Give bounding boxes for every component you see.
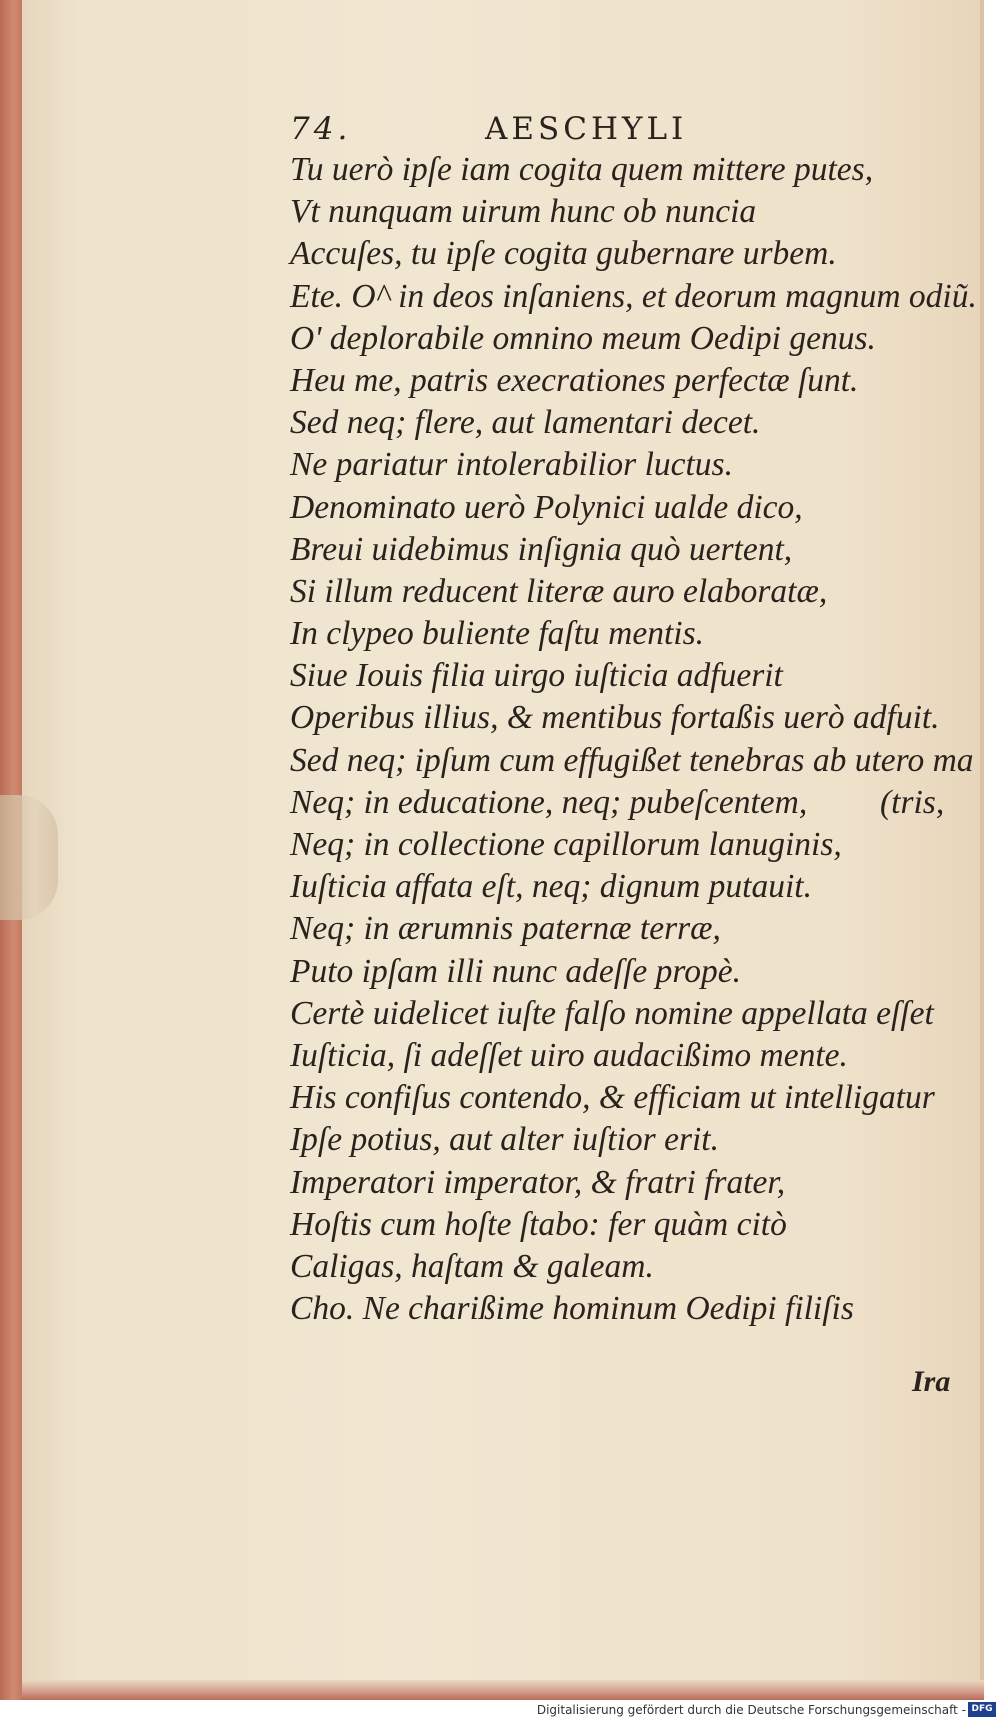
text-line: Heu me, patris execrationes perfectæ ſunt. <box>290 361 859 399</box>
text-line: In clypeo buliente faſtu mentis. <box>290 615 704 653</box>
text-line: Ne pariatur intolerabilior luctus. <box>290 446 733 484</box>
text-line: Certè uidelicet iuſte falſo nomine appellata eſſet <box>290 994 934 1032</box>
text-line: Si illum reducent literæ auro elaboratæ, <box>290 572 828 610</box>
text-line: Breui uidebimus inſignia quò uertent, <box>290 530 793 568</box>
book-clasp-shadow <box>0 795 58 920</box>
text-line: Caligas, haſtam & galeam. <box>290 1247 654 1285</box>
text-line: Hoſtis cum hoſte ſtabo: fer quàm citò <box>290 1205 787 1243</box>
dfg-logo: DFG <box>968 1702 996 1717</box>
text-line: Sed neq; flere, aut lamentari decet. <box>290 404 761 442</box>
text-line: Imperatori imperator, & fratri frater, <box>290 1163 786 1201</box>
text-line: Neq; in collectione capillorum lanuginis, <box>290 826 842 863</box>
running-head <box>290 103 970 149</box>
text-line: His confiſus contendo, & efficiam ut intelligatur <box>290 1079 935 1117</box>
text-line: Neq; in ærumnis paternæ terræ, <box>290 910 721 948</box>
text-line: Siue Iouis filia uirgo iuſticia adfuerit <box>290 657 783 695</box>
text-line: O' deplorabile omnino meum Oedipi genus. <box>290 319 876 357</box>
text-line: Operibus illius, & mentibus fortaßis uerò adfuit. <box>290 699 940 737</box>
text-line: Cho. Ne charißime hominum Oedipi filiſis <box>290 1290 854 1328</box>
text-line: Iuſticia, ſi adeſſet uiro audacißimo mente. <box>290 1036 848 1074</box>
text-line: Puto ipſam illi nunc adeſſe propè. <box>290 952 741 990</box>
turnover-fragment: (tris, <box>880 783 945 821</box>
text-line: Denominato uerò Polynici ualde dico, <box>290 488 803 526</box>
text-line: Iuſticia affata eſt, neq; dignum putauit. <box>290 868 812 906</box>
text-line: Accuſes, tu ipſe cogita gubernare urbem. <box>290 235 837 273</box>
text-line <box>290 782 970 824</box>
text-line: Vt nunquam uirum hunc ob nuncia <box>290 193 757 231</box>
text-block <box>290 103 977 1330</box>
text-line: Ete. O^ in deos inſaniens, et deorum magnum odiũ. <box>290 277 977 315</box>
digitization-credit: Digitalisierung gefördert durch die Deutsche Forschungsgemeinschaft - <box>536 1703 966 1717</box>
catchword: Ira <box>912 1365 951 1398</box>
text-line: Ipſe potius, aut alter iuſtior erit. <box>290 1121 719 1159</box>
running-title: AESCHYLI <box>485 111 688 147</box>
page-number: 74. <box>290 111 352 147</box>
text-line: Sed neq; ipſum cum effugißet tenebras ab utero ma <box>290 741 974 779</box>
text-line: Tu uerò ipſe iam cogita quem mittere putes, <box>290 151 874 188</box>
text-line-main: Neq; in educatione, neq; pubeſcentem, <box>290 783 808 821</box>
book-edge-bottom <box>22 1680 984 1700</box>
